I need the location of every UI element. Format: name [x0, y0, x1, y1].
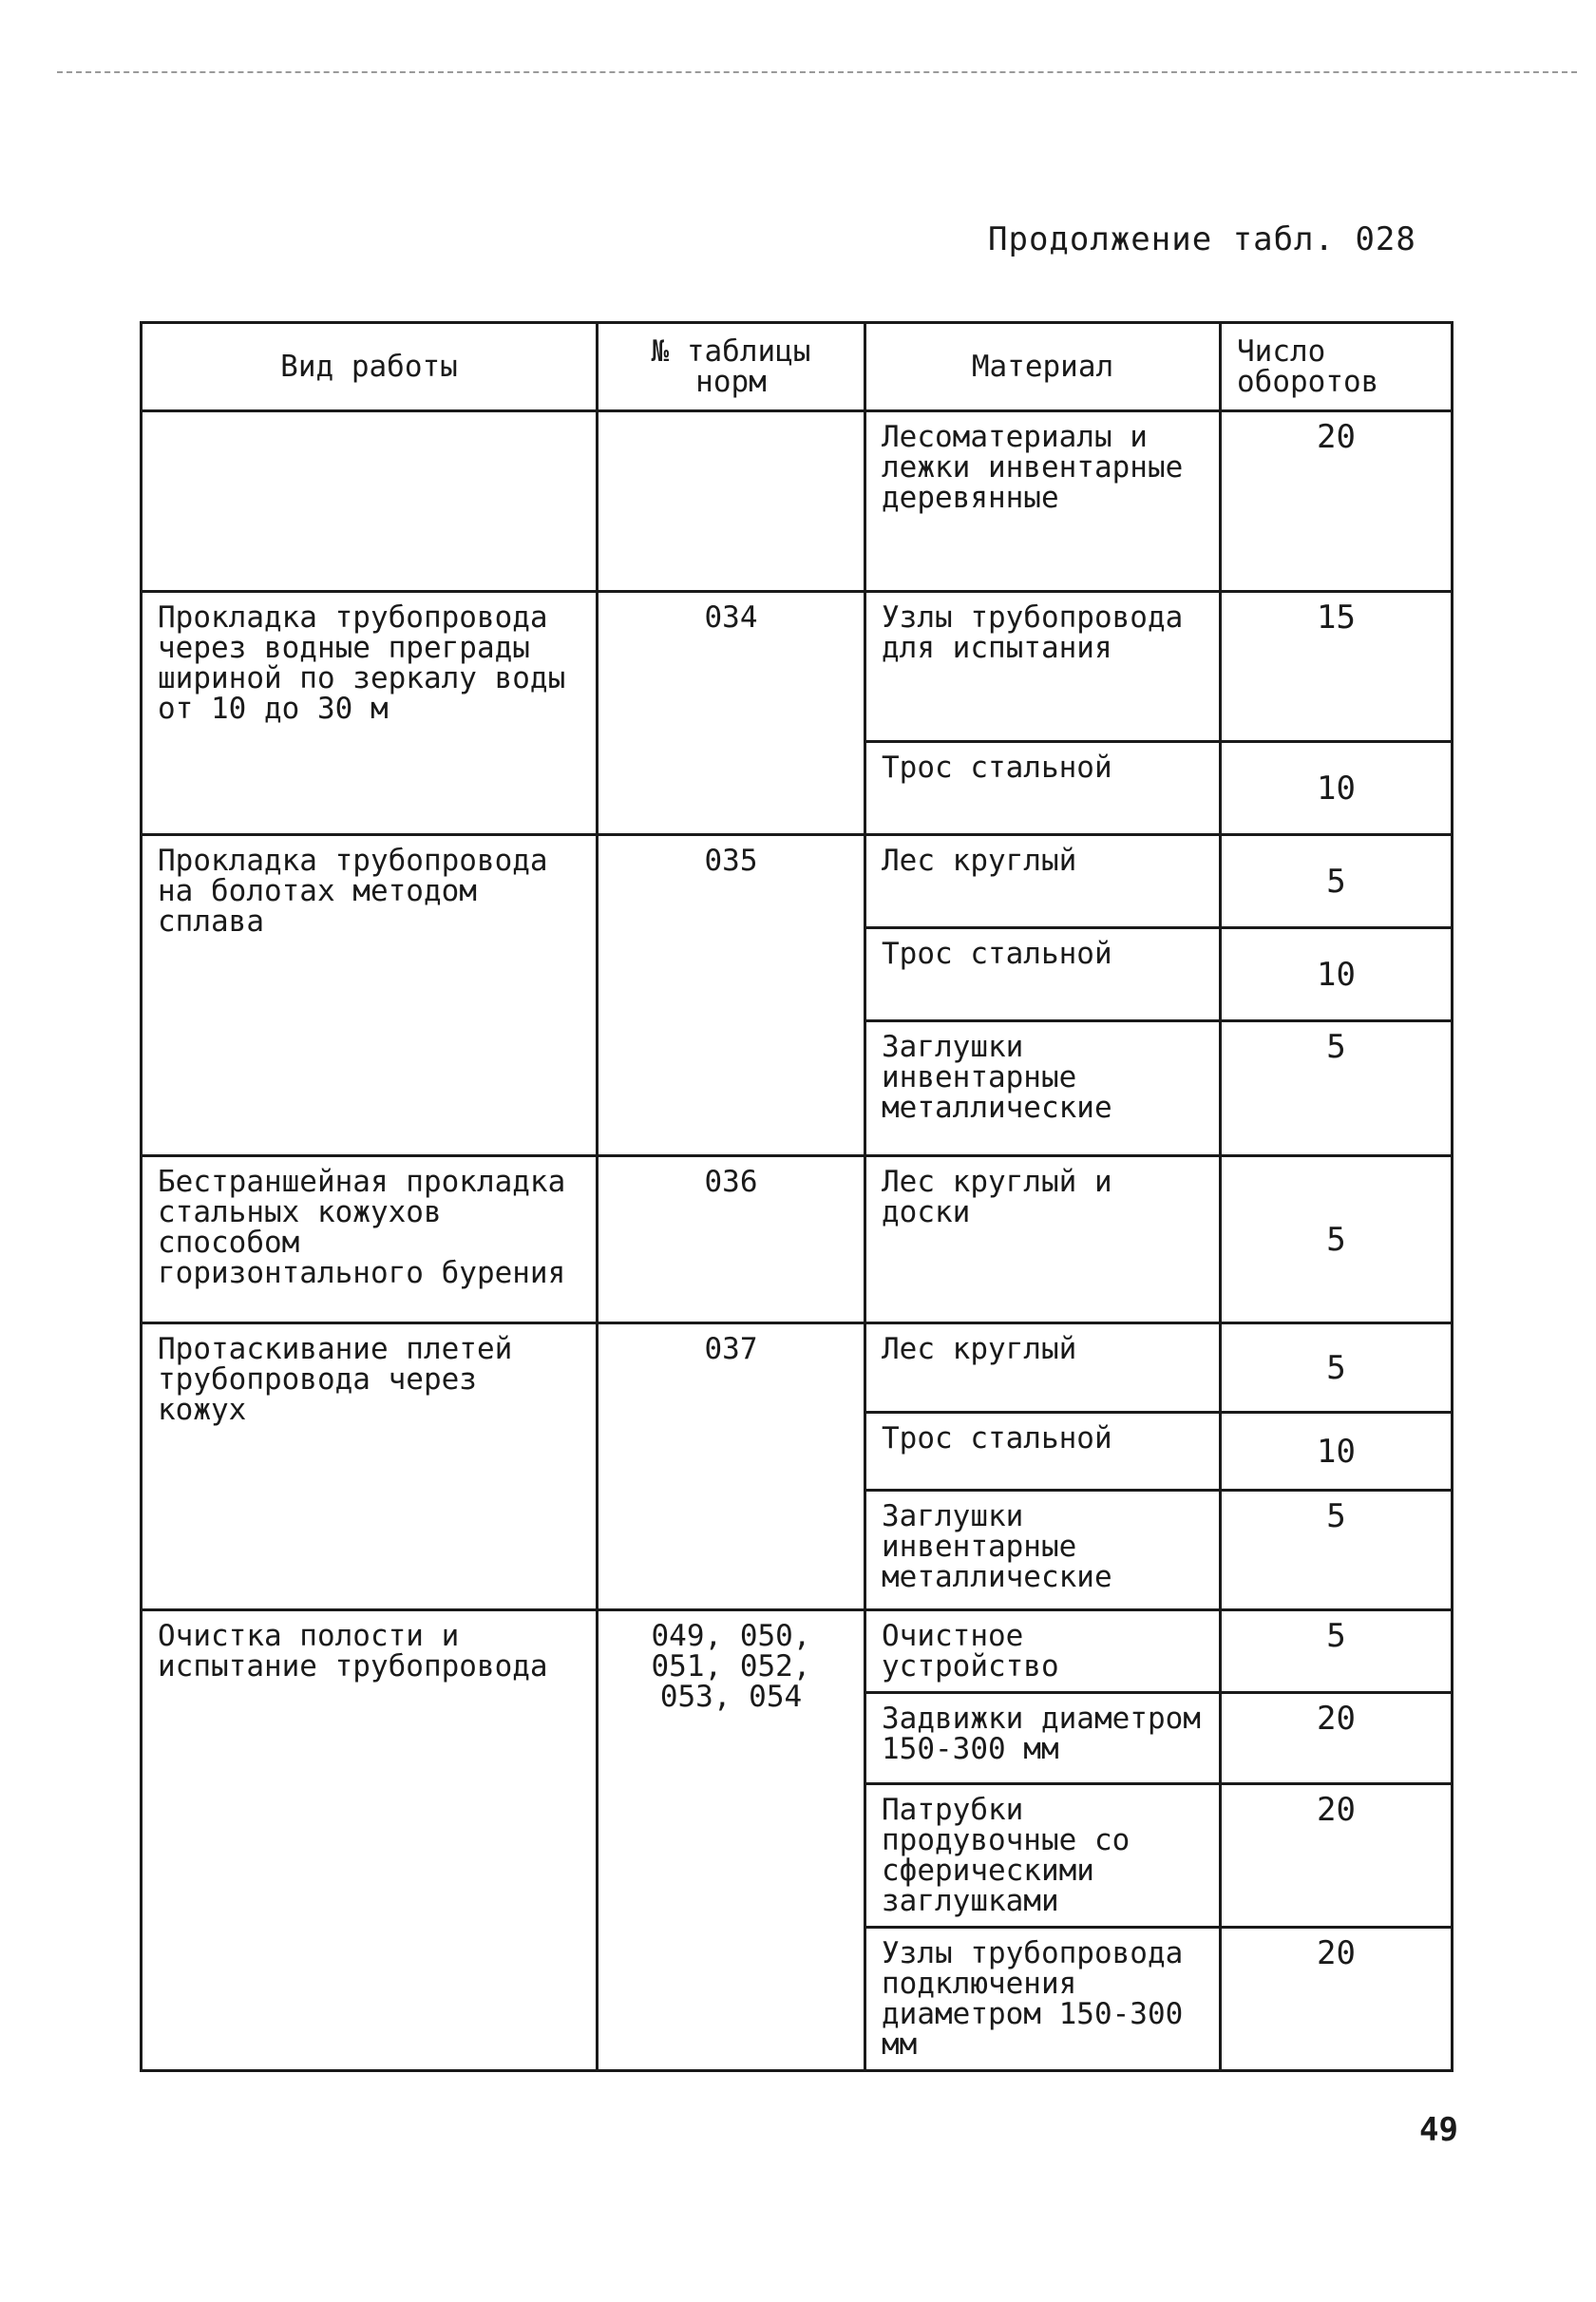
- material-cell: Заглушки инвентарные металлические: [865, 1021, 1221, 1156]
- count-cell: 5: [1221, 1021, 1453, 1156]
- table-row: [142, 1610, 1453, 1693]
- norms-table: [140, 321, 1454, 2072]
- table-no-cell: 034: [598, 592, 865, 835]
- table-no-cell: 049, 050, 051, 052, 053, 054: [598, 1610, 865, 2071]
- count-cell: 5: [1221, 835, 1453, 928]
- material-cell: Лесоматериалы и лежки инвентарные деревянные: [865, 411, 1221, 592]
- work-cell: Бестраншейная прокладка стальных кожухов способом горизонтального бурения: [142, 1156, 598, 1323]
- table-no-cell: [598, 411, 865, 592]
- material-cell: Заглушки инвентарные металлические: [865, 1491, 1221, 1610]
- work-cell: Протаскивание плетей трубопровода через кожух: [142, 1323, 598, 1610]
- material-cell: Трос стальной: [865, 742, 1221, 835]
- count-cell: 5: [1221, 1156, 1453, 1323]
- work-cell: Прокладка трубопровода на болотах методом сплава: [142, 835, 598, 1156]
- material-cell: Очистное устройство: [865, 1610, 1221, 1693]
- work-cell: Очистка полости и испытание трубопровода: [142, 1610, 598, 2071]
- work-cell: [142, 411, 598, 592]
- table-row: [142, 592, 1453, 742]
- material-cell: Трос стальной: [865, 928, 1221, 1021]
- material-cell: Лес круглый и доски: [865, 1156, 1221, 1323]
- count-cell: 15: [1221, 592, 1453, 742]
- header-row: [142, 323, 1453, 411]
- table-row: [142, 835, 1453, 928]
- header-work: Вид работы: [142, 323, 598, 411]
- count-cell: 10: [1221, 742, 1453, 835]
- material-cell: Узлы трубопровода для испытания: [865, 592, 1221, 742]
- material-cell: Трос стальной: [865, 1413, 1221, 1491]
- material-cell: Узлы трубопровода подключения диаметром 150-300 мм: [865, 1928, 1221, 2071]
- count-cell: 20: [1221, 1928, 1453, 2071]
- material-cell: Лес круглый: [865, 835, 1221, 928]
- header-count: Число оборотов: [1221, 323, 1453, 411]
- count-cell: 20: [1221, 411, 1453, 592]
- count-cell: 5: [1221, 1491, 1453, 1610]
- table-row: [142, 1323, 1453, 1413]
- table-caption: Продолжение табл. 028: [988, 220, 1416, 258]
- header-table-no: № таблицы норм: [598, 323, 865, 411]
- top-rule: [57, 71, 1577, 73]
- count-cell: 5: [1221, 1323, 1453, 1413]
- header-material: Материал: [865, 323, 1221, 411]
- table-no-cell: 035: [598, 835, 865, 1156]
- table-no-cell: 037: [598, 1323, 865, 1610]
- count-cell: 5: [1221, 1610, 1453, 1693]
- count-cell: 10: [1221, 928, 1453, 1021]
- count-cell: 20: [1221, 1693, 1453, 1784]
- material-cell: Лес круглый: [865, 1323, 1221, 1413]
- work-cell: Прокладка трубопровода через водные преграды шириной по зеркалу воды от 10 до 30 м: [142, 592, 598, 835]
- count-cell: 20: [1221, 1784, 1453, 1928]
- page-number: 49: [1419, 2111, 1458, 2149]
- material-cell: Задвижки диаметром 150-300 мм: [865, 1693, 1221, 1784]
- table-row: [142, 411, 1453, 592]
- count-cell: 10: [1221, 1413, 1453, 1491]
- material-cell: Патрубки продувочные со сферическими заглушками: [865, 1784, 1221, 1928]
- table-row: [142, 1156, 1453, 1323]
- table-no-cell: 036: [598, 1156, 865, 1323]
